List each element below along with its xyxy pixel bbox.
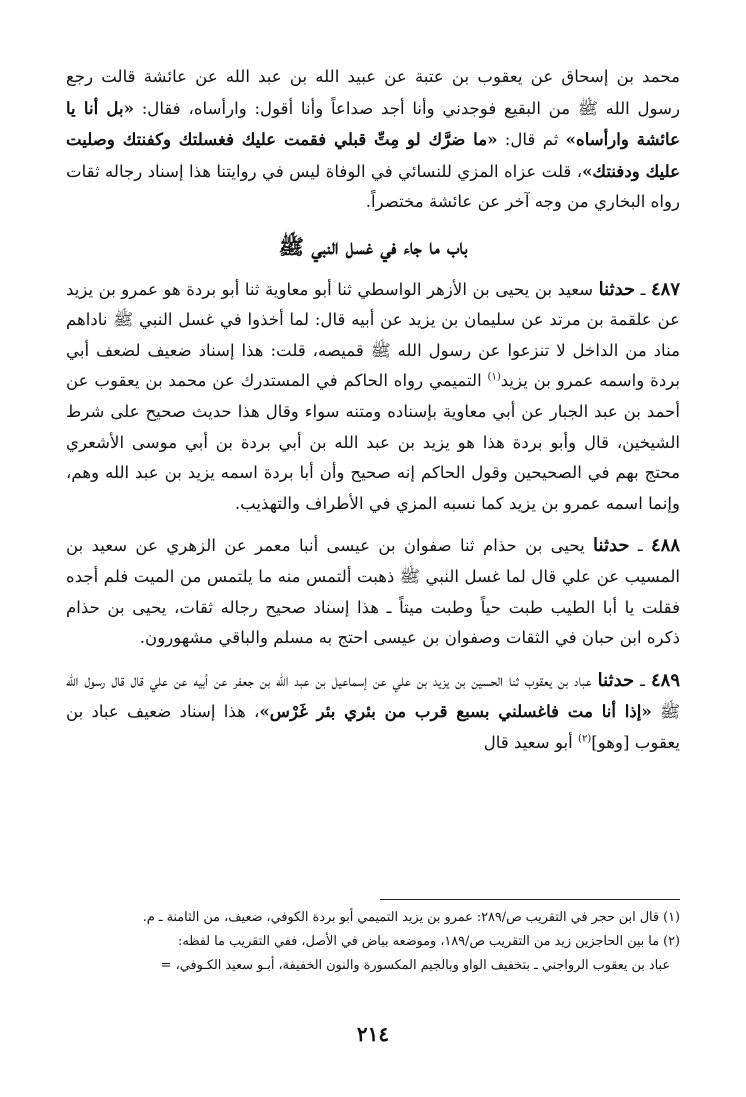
footnote-divider — [380, 899, 680, 900]
hadith-quote: «بل أنا يا عائشة وارأساه» — [66, 97, 680, 150]
dash: ـ — [634, 670, 651, 690]
dash: ـ — [629, 536, 651, 556]
intro-text-1: محمد بن إسحاق عن يعقوب بن عتبة عن عبيد الله بن عبد الله عن عائشة قالت رجع رسول الله ﷺ من البقيع فوجدني وأنا أجد صداعاً وأنا أقول: وارأساه، فقال: — [66, 67, 681, 118]
footnote-2: (٢) ما بين الحاجزين زيد من التقريب ص/١٨٩، وموضعه بياض في الأصل، ففي التقريب ما لفظه: — [178, 934, 680, 949]
haddathana-keyword: حدثنا — [593, 535, 630, 557]
hadith-489 — [66, 666, 680, 759]
hadith-number: ٤٨٨ — [650, 535, 680, 557]
hadith-text: ، هذا إسناد ضعيف عباد بن يعقوب [وهو] — [66, 702, 680, 752]
footnotes — [66, 906, 680, 978]
intro-paragraph — [66, 62, 680, 218]
hadith-487 — [66, 275, 680, 520]
hadith-number: ٤٨٩ — [650, 669, 680, 691]
hadith-number: ٤٨٧ — [650, 278, 680, 300]
dash: ـ — [635, 279, 651, 299]
hadith-488 — [66, 531, 680, 653]
hadith-quote: «ما ضرَّك لو مِتِّ قبلي فقمت عليك فغسلتك وكفنتك وصليت عليك ودفنتك» — [66, 129, 680, 181]
hadith-text: يحيى بن حذام ثنا صفوان بن عيسى أنبا معمر عن الزهري عن سعيد بن المسيب عن علي قال لما غسل النبي ﷺ ذهبت ألتمس منه ما يلتمس من الميت فلم أجده فقلت يا أبا الطيب طبت حياً وطبت ميتاً ـ هذا إسناد صحيح رجاله ثقات، يحيى بن حذام ذكره ابن حبان في الثقات وصفوان بن عيسى احتج به مسلم والباقي مشهورون. — [66, 536, 680, 648]
hadith-text: سعيد بن يحيى بن الأزهر الواسطي ثنا أبو معاوية ثنا أبو بردة هو عمرو بن يزيد عن علقمة بن مرتد عن سليمان بن يزيد عن أبيه قال: لما أخذوا في غسل النبي ﷺ ناداهم مناد من الداخل لا تنزعوا عن رسول الله ﷺ قميصه، قلت: هذا إسناد ضعيف لضعف أبي بردة واسمه عمرو بن يزيد — [66, 279, 680, 391]
intro-text-3: ، قلت عزاه المزي للنسائي في الوفاة ليس في روايتنا هذا إسناد رجاله ثقات رواه البخاري من وجه آخر عن عائشة مختصراً. — [66, 161, 680, 212]
footnote-2-continued: عباد بن يعقوب الرواجني ـ بتخفيف الواو وبالجيم المكسورة والنون الخفيفة، أبـو سعيد الكـوفي، = — [160, 958, 670, 973]
hadith-text: أبو سعيد قال — [483, 732, 579, 752]
page-number: ٢١٤ — [356, 1022, 390, 1046]
hadith-text: التميمي رواه الحاكم في المستدرك عن محمد بن يعقوب عن أحمد بن عبد الجبار عن أبي معاوية بإسناده ومتنه سواء وقال هذا حديث صحيح على شرط الشيخين، قال وأبو بردة هذا هو يزيد بن عبد الله بن أبي بردة بن أبي موسى الأشعري محتج بهم في الصحيحين وقول الحاكم إنه صحيح وأن أبا بردة اسمه يزيد بن عبد الله وهم، وإنما اسمه عمرو بن يزيد كما نسبه المزي في الأطراف والتهذيب. — [66, 371, 680, 513]
footnote-ref-2: (٢) — [578, 733, 592, 745]
hadith-text: عباد بن يعقوب ثنا الحسين بن يزيد بن علي عن إسماعيل بن عبد الله بن جعفر عن أبيه عن علي قال قال رسول الله ﷺ — [66, 670, 680, 722]
footnote-1: (١) قال ابن حجر في التقريب ص/٢٨٩: عمرو بن يزيد التميمي أبو بردة الكوفي، ضعيف، من الثامنة ـ م. — [142, 910, 680, 925]
main-text — [66, 62, 680, 758]
haddathana-keyword: حدثنا — [598, 278, 636, 300]
haddathana-keyword: حدثنا — [597, 669, 635, 691]
intro-text-2: ثم قال: — [497, 130, 566, 150]
chapter-title: باب ما جاء في غسل النبي ﷺ — [278, 233, 468, 259]
hadith-quote: «إذا أنا مت فاغسلني بسبع قرب من بئري بئر غَرْس» — [259, 701, 652, 722]
footnote-ref-1: (١) — [487, 371, 501, 383]
